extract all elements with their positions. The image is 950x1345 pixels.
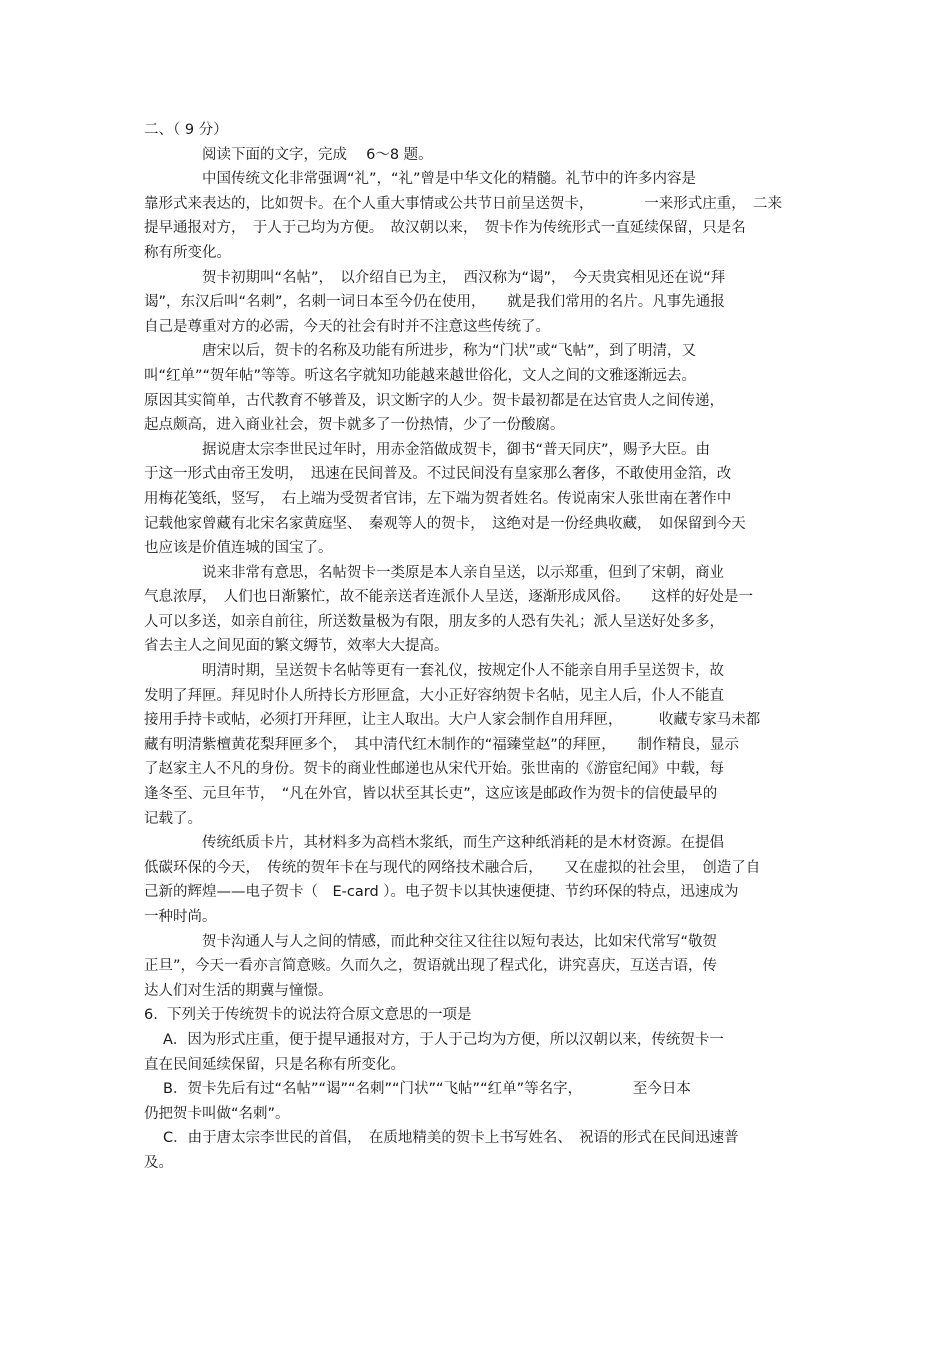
passage-line: 一种时尚。 — [144, 909, 217, 925]
passage-line: 逢冬至、元旦年节， “凡在外官，皆以状至其长吏”，这应该是邮政作为贺卡的信使最早的 — [144, 786, 718, 803]
reading-passage — [144, 167, 810, 1003]
option-line: C．由于唐太宗李世民的首倡， 在质地精美的贺卡上书写姓名、 祝语的形式在民间迅速普 — [163, 1130, 739, 1147]
passage-paragraph — [144, 561, 810, 659]
passage-line: 也应该是价值连城的国宝了。 — [144, 540, 333, 557]
passage-line: 接用手持卡或帖，必须打开拜匣，让主人取出。大户人家会制作自用拜匣， 收藏专家马未都 — [144, 712, 761, 729]
passage-line: 记载他家曾藏有北宋名家黄庭坚、 秦观等人的贺卡， 这绝对是一份经典收藏， 如保留到今天 — [144, 515, 746, 532]
passage-line: 正旦”，今天一看亦言简意赅。久而久之，贺语就出现了程式化，讲究喜庆，互送吉语，传 — [144, 958, 718, 975]
option-line: 及。 — [144, 1154, 173, 1171]
passage-paragraph — [144, 438, 810, 561]
passage-line: 记载了。 — [144, 810, 202, 827]
passage-line: 谒”，东汉后叫“名刺”，名刺一词日本至今仍在使用， 就是我们常用的名片。凡事先通报 — [144, 294, 725, 311]
passage-line: 用梅花笺纸，竖写， 右上端为受贺者官讳，左下端为贺者姓名。传说南宋人张世南在著作中 — [144, 490, 732, 507]
passage-paragraph — [144, 339, 810, 437]
passage-line: 发明了拜匣。拜见时仆人所持长方形匣盒，大小正好容纳贺卡名帖，见主人后，仆人不能直 — [144, 687, 724, 704]
passage-line: 原因其实简单，古代教育不够普及，识文断字的人少。贺卡最初都是在达官贵人之间传递， — [144, 392, 724, 409]
passage-line: 唐宋以后，贺卡的名称及功能有所进步，称为“门状”或“飞帖”，到了明清，又 — [202, 343, 697, 360]
passage-line: 低碳环保的今天， 传统的贺年卡在与现代的网络技术融合后， 又在虚拟的社会里， 创造了自 — [144, 859, 761, 876]
option-line: 仍把贺卡叫做“名刺”。 — [144, 1105, 290, 1122]
option-line: A．因为形式庄重，便于提早通报对方，于人于己均为方便，所以汉朝以来，传统贺卡一 — [163, 1031, 724, 1048]
passage-line: 气息浓厚， 人们也日渐繁忙，故不能亲送者连派仆人呈送，逐渐形成风俗。 这样的好处是一 — [144, 589, 753, 606]
passage-line: 提早通报对方， 于人于己均为方便。 故汉朝以来， 贺卡作为传统形式一直延续保留，只是名 — [144, 220, 746, 237]
passage-line: 称有所变化。 — [144, 244, 231, 261]
passage-line: 达人们对生活的期冀与憧憬。 — [144, 982, 333, 999]
passage-paragraph — [144, 831, 810, 929]
passage-line: 靠形式来表达的，比如贺卡。在个人重大事情或公共节日前呈送贺卡， 一来形式庄重， 二来 — [144, 195, 782, 212]
option-a — [144, 1028, 810, 1077]
passage-line: 起点颇高，进入商业社会，贺卡就多了一份热情，少了一份酸腐。 — [144, 417, 565, 434]
option-line: B．贺卡先后有过“名帖”“谒”“名刺”“门状”“飞帖”“红单”等名字， 至今日本 — [163, 1081, 691, 1098]
passage-line: 叫“红单”“贺年帖”等等。听这名字就知功能越来越世俗化，文人之间的文雅逐渐远去。 — [144, 367, 697, 384]
passage-line: 明清时期，呈送贺卡名帖等更有一套礼仪，按规定仆人不能亲自用手呈送贺卡，故 — [202, 663, 724, 680]
passage-line: 自己是尊重对方的必需，今天的社会有时并不注意这些传统了。 — [144, 318, 550, 335]
passage-line: 传统纸质卡片，其材料多为高档木浆纸，而生产这种纸消耗的是木材资源。在提倡 — [202, 835, 724, 852]
answer-options — [144, 1028, 810, 1176]
reading-instruction: 阅读下面的文字，完成 6～8 题。 — [202, 146, 433, 163]
passage-line: 藏有明清紫檀黄花梨拜匣多个， 其中清代红木制作的“福臻堂赵”的拜匣， 制作精良，显示 — [144, 736, 740, 753]
passage-paragraph — [144, 167, 810, 265]
passage-line: 己新的辉煌——电子贺卡（ E-card ）。电子贺卡以其快速便捷、节约环保的特点，迅速成为 — [144, 884, 739, 901]
passage-line: 人可以多送，如亲自前往，所送数量极为有限，朋友多的人恐有失礼；派人呈送好处多多， — [144, 613, 724, 630]
passage-line: 中国传统文化非常强调“礼”，“礼”曾是中华文化的精髓。礼节中的许多内容是 — [202, 171, 697, 188]
passage-line: 了赵家主人不凡的身份。贺卡的商业性邮递也从宋代开始。张世南的《游宦纪闻》中载，每 — [144, 761, 724, 778]
section-heading: 二、（ 9 分） — [144, 122, 228, 138]
option-c — [144, 1126, 810, 1175]
passage-line: 省去主人之间见面的繁文缛节，效率大大提高。 — [144, 638, 449, 655]
passage-line: 于这一形式由帝王发明， 迅速在民间普及。不过民间没有皇家那么奢侈，不敢使用金箔，改 — [144, 466, 732, 483]
page-content — [144, 118, 810, 1176]
passage-paragraph — [144, 659, 810, 831]
passage-line: 说来非常有意思，名帖贺卡一类原是本人亲自呈送，以示郑重，但到了宋朝，商业 — [202, 564, 724, 581]
option-b — [144, 1077, 810, 1126]
passage-line: 贺卡初期叫“名帖”， 以介绍自已为主， 西汉称为“谒”， 今天贵宾相见还在说“拜 — [202, 269, 726, 286]
passage-paragraph — [144, 930, 810, 1004]
passage-line: 据说唐太宗李世民过年时，用赤金箔做成贺卡，御书“普天同庆”，赐予大臣。由 — [202, 441, 711, 458]
question-stem: 6. 下列关于传统贺卡的说法符合原文意思的一项是 — [144, 1007, 472, 1024]
passage-line: 贺卡沟通人与人之间的情感，而此种交往又往往以短句表达，比如宋代常写“敬贺 — [202, 933, 718, 950]
option-line: 直在民间延续保留，只是名称有所变化。 — [144, 1056, 405, 1073]
passage-paragraph — [144, 266, 810, 340]
